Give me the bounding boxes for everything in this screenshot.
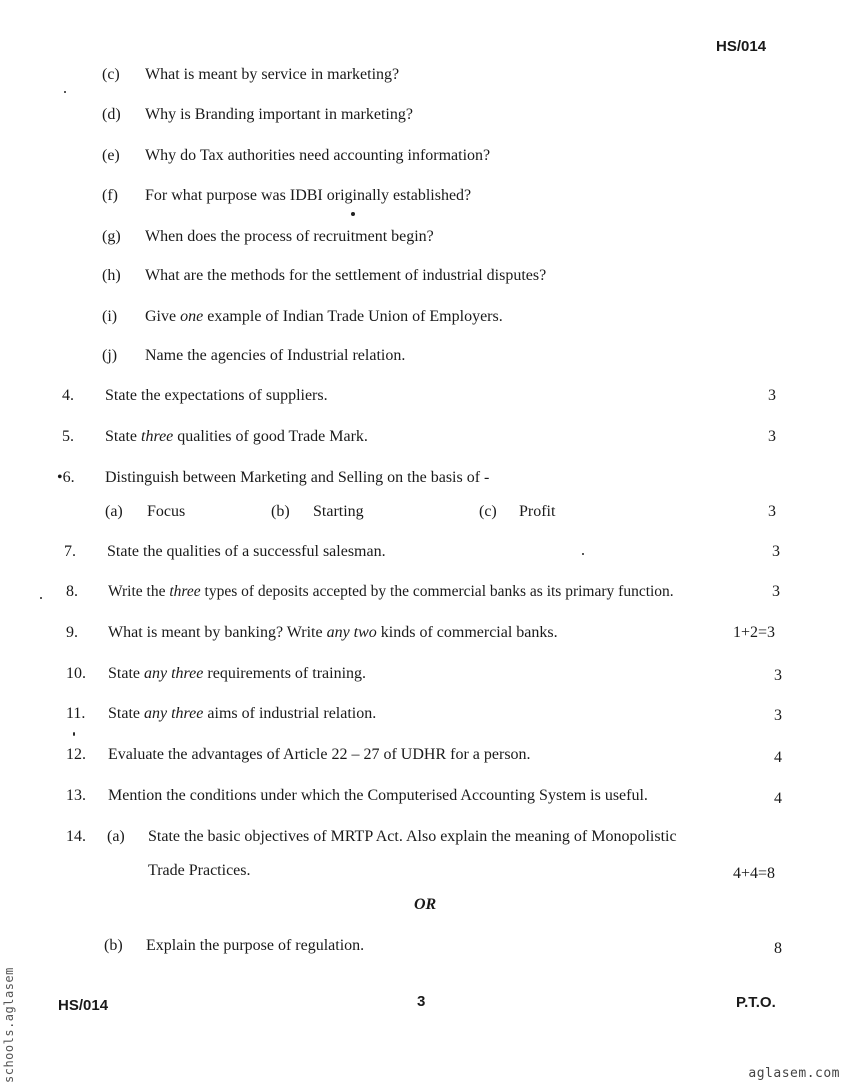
scan-speck bbox=[40, 597, 42, 599]
sub-question-text: For what purpose was IDBI originally established? bbox=[145, 187, 472, 204]
question-marks: 3 bbox=[772, 543, 780, 560]
question-number: •6. bbox=[57, 469, 75, 486]
question-text bbox=[108, 705, 376, 723]
sub-question-text: Why is Branding important in marketing? bbox=[145, 106, 413, 123]
sub-question-label: (j) bbox=[102, 347, 118, 364]
question-text bbox=[108, 583, 674, 601]
question-marks: 4 bbox=[774, 790, 782, 807]
sub-question-label: (h) bbox=[102, 267, 121, 284]
paper-code-footer: HS/014 bbox=[58, 997, 109, 1014]
option-text: Focus bbox=[147, 503, 186, 520]
question-number: 9. bbox=[66, 624, 78, 641]
text-part: State bbox=[108, 665, 144, 682]
bottom-watermark: aglasem.com bbox=[748, 1066, 840, 1081]
sub-question-text bbox=[145, 308, 503, 326]
question-text: Mention the conditions under which the Computerised Accounting System is useful. bbox=[108, 787, 648, 804]
emphasis-text: one bbox=[180, 308, 204, 325]
sub-question-label: (c) bbox=[102, 66, 120, 83]
sub-question-label: (a) bbox=[107, 828, 125, 845]
question-number: 12. bbox=[66, 746, 86, 763]
emphasis-text: any three bbox=[144, 705, 204, 722]
question-marks: 3 bbox=[768, 428, 776, 445]
question-number: 14. bbox=[66, 828, 86, 845]
question-marks: 3 bbox=[768, 503, 776, 520]
paper-code-header: HS/014 bbox=[716, 38, 767, 55]
question-text bbox=[105, 428, 368, 446]
question-text: State the expectations of suppliers. bbox=[105, 387, 328, 404]
sub-question-text: What are the methods for the settlement of industrial disputes? bbox=[145, 267, 547, 284]
text-part: State bbox=[108, 705, 144, 722]
side-watermark: schools.aglasem bbox=[2, 967, 16, 1083]
question-marks: 1+2=3 bbox=[733, 624, 776, 641]
question-number: 5. bbox=[62, 428, 74, 445]
question-text: State the qualities of a successful salesman. bbox=[107, 543, 386, 560]
question-text: Trade Practices. bbox=[148, 862, 251, 879]
option-label: (b) bbox=[271, 503, 290, 520]
question-marks: 4 bbox=[774, 749, 782, 766]
page-number: 3 bbox=[417, 993, 426, 1010]
question-marks: 3 bbox=[774, 707, 782, 724]
text-part: qualities of good Trade Mark. bbox=[173, 428, 368, 445]
question-number: 8. bbox=[66, 583, 78, 600]
question-marks: 8 bbox=[774, 940, 782, 957]
sub-question-text: What is meant by service in marketing? bbox=[145, 66, 400, 83]
sub-question-label: (g) bbox=[102, 228, 121, 245]
option-label: (a) bbox=[105, 503, 123, 520]
or-separator: OR bbox=[414, 896, 437, 913]
emphasis-text: any two bbox=[326, 624, 377, 641]
sub-question-text: Why do Tax authorities need accounting information? bbox=[145, 147, 491, 164]
pto-label: P.T.O. bbox=[736, 994, 776, 1011]
question-marks: 3 bbox=[774, 667, 782, 684]
text-part: What is meant by banking? Write bbox=[108, 624, 327, 641]
question-marks: 3 bbox=[768, 387, 776, 404]
option-text: Starting bbox=[313, 503, 364, 520]
question-text: State the basic objectives of MRTP Act. Also explain the meaning of Monopolistic bbox=[148, 828, 677, 845]
sub-question-label: (e) bbox=[102, 147, 120, 164]
text-part: Give bbox=[145, 308, 181, 325]
question-number: 10. bbox=[66, 665, 86, 682]
question-number: 4. bbox=[62, 387, 74, 404]
question-text: Distinguish between Marketing and Selling on the basis of - bbox=[105, 469, 490, 486]
text-part: requirements of training. bbox=[203, 665, 367, 682]
emphasis-text: three bbox=[169, 583, 201, 600]
emphasis-text: any three bbox=[144, 665, 204, 682]
sub-question-label: (i) bbox=[102, 308, 118, 325]
option-label: (c) bbox=[479, 503, 497, 520]
sub-question-label: (f) bbox=[102, 187, 118, 204]
question-text bbox=[108, 624, 558, 642]
question-text: Evaluate the advantages of Article 22 – 27 of UDHR for a person. bbox=[108, 746, 531, 763]
scan-speck bbox=[582, 553, 584, 555]
text-part: Write the bbox=[108, 583, 170, 600]
option-text: Profit bbox=[519, 503, 556, 520]
question-number: 11. bbox=[66, 705, 86, 722]
sub-question-label: (b) bbox=[104, 937, 123, 954]
question-marks: 4+4=8 bbox=[733, 865, 776, 882]
scan-speck bbox=[64, 91, 66, 93]
text-part: example of Indian Trade Union of Employers. bbox=[203, 308, 503, 325]
question-number: 7. bbox=[64, 543, 76, 560]
emphasis-text: three bbox=[141, 428, 174, 445]
text-part: types of deposits accepted by the commercial banks as its primary function. bbox=[200, 583, 674, 600]
question-number: 13. bbox=[66, 787, 86, 804]
sub-question-label: (d) bbox=[102, 106, 121, 123]
text-part: kinds of commercial banks. bbox=[376, 624, 558, 641]
question-text bbox=[108, 665, 366, 683]
text-part: State bbox=[105, 428, 141, 445]
sub-question-text: Name the agencies of Industrial relation. bbox=[145, 347, 406, 364]
question-text: Explain the purpose of regulation. bbox=[146, 937, 365, 954]
text-part: aims of industrial relation. bbox=[203, 705, 377, 722]
scan-speck bbox=[73, 732, 75, 736]
scan-speck bbox=[351, 212, 355, 216]
question-marks: 3 bbox=[772, 583, 780, 600]
sub-question-text: When does the process of recruitment begin? bbox=[145, 228, 434, 245]
